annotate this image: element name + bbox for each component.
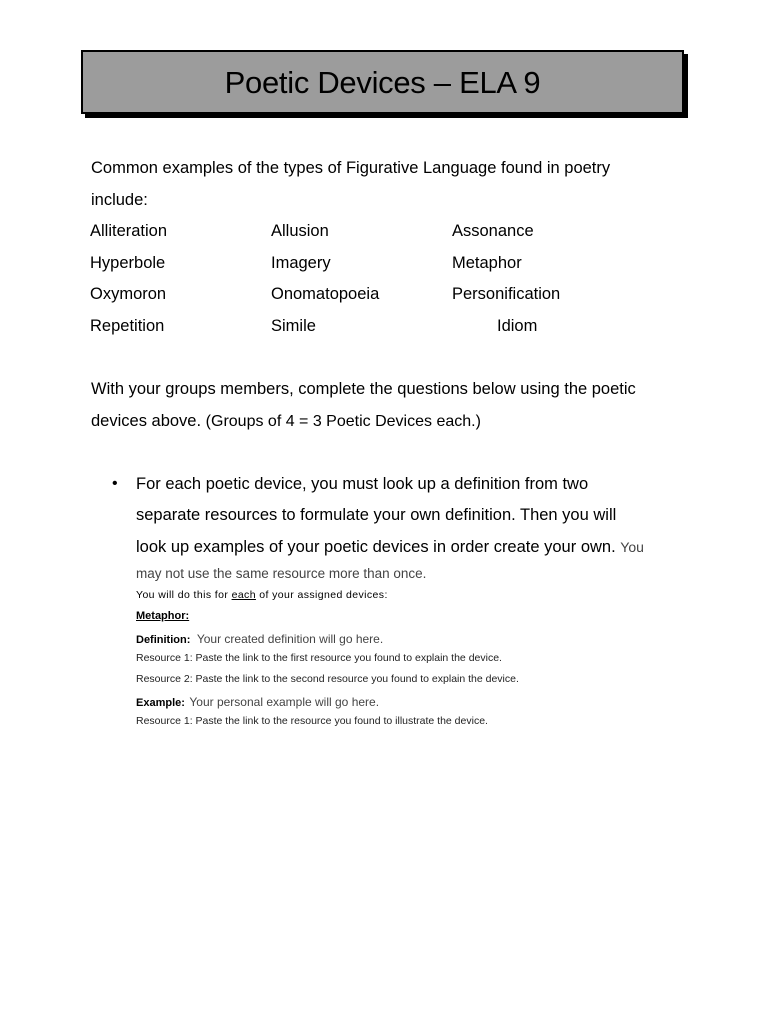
device-personification: Personification — [452, 285, 561, 303]
device-assonance: Assonance — [452, 222, 534, 240]
device-alliteration: Alliteration — [90, 222, 168, 240]
metaphor-heading: Metaphor: — [136, 610, 190, 622]
groups-line-2 — [91, 411, 481, 432]
device-simile: Simile — [271, 317, 316, 335]
device-idiom: Idiom — [497, 317, 538, 335]
intro-line-1: Common examples of the types of Figurative Language found in poetry — [91, 159, 611, 177]
bullet-line-3-rest: You — [620, 539, 644, 555]
device-repetition: Repetition — [90, 317, 165, 335]
note-emphasis: each — [231, 589, 256, 601]
device-oxymoron: Oxymoron — [90, 285, 167, 303]
bullet-line-3 — [136, 537, 644, 557]
definition-label: Definition: — [136, 634, 191, 646]
device-allusion: Allusion — [271, 222, 329, 240]
example-resource-line: Resource 1: Paste the link to the resource you found to illustrate the device. — [136, 715, 488, 727]
device-onomatopoeia: Onomatopoeia — [271, 285, 380, 303]
groups-line-2-lead: devices above. — [91, 412, 202, 430]
device-hyperbole: Hyperbole — [90, 254, 166, 272]
bullet-line-2: separate resources to formulate your own definition. Then you will — [136, 506, 617, 524]
groups-line-1: With your groups members, complete the questions below using the poetic — [91, 380, 636, 398]
assignment-note — [136, 588, 388, 602]
resource-2-line: Resource 2: Paste the link to the second resource you found to explain the device. — [136, 673, 519, 685]
device-imagery: Imagery — [271, 254, 331, 272]
bullet-line-4: may not use the same resource more than once. — [136, 566, 427, 581]
bullet-line-3-lead: look up examples of your poetic devices in order create your own. — [136, 538, 616, 556]
example-label: Example: — [136, 697, 185, 709]
intro-line-2: include: — [91, 191, 148, 209]
example-value: Your personal example will go here. — [189, 695, 380, 709]
device-metaphor: Metaphor — [452, 254, 522, 272]
note-after: of your assigned devices: — [259, 589, 388, 601]
page-title: Poetic Devices – ELA 9 — [224, 64, 541, 100]
definition-row — [136, 630, 383, 648]
bullet-symbol: • — [112, 475, 118, 492]
groups-line-2-rest: (Groups of 4 = 3 Poetic Devices each.) — [205, 413, 481, 430]
example-row — [136, 693, 379, 711]
title-box — [81, 50, 684, 114]
definition-value: Your created definition will go here. — [196, 632, 384, 646]
note-before: You will do this for — [136, 589, 229, 601]
bullet-line-1: For each poetic device, you must look up a definition from two — [136, 475, 589, 493]
resource-1-line: Resource 1: Paste the link to the first resource you found to explain the device. — [136, 652, 502, 664]
